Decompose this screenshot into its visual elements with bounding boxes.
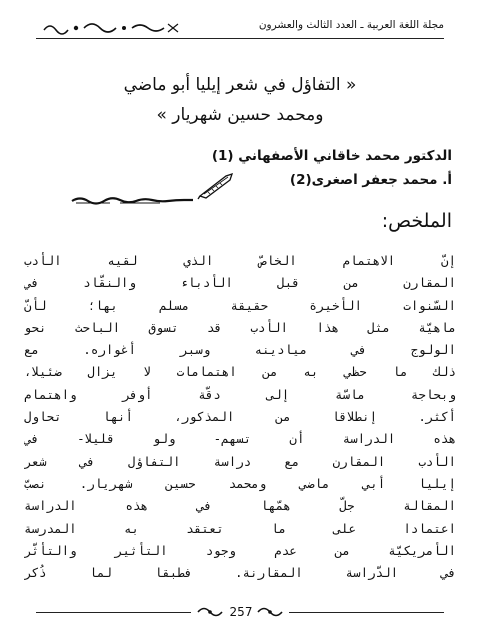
author-2: أ. محمد جعفر اصغرى(2): [289, 172, 452, 188]
body-line: إيليا أبي ماضي ومحمد حسين شهريار. نصبّ: [24, 475, 456, 491]
abstract-body: [24, 250, 456, 584]
body-line: وبحاجة ماسّة إلى دقّة أوفر واهتمام: [24, 386, 456, 402]
body-line: في الدّراسة المقارنة. فطبقا لما ذُكر: [24, 565, 456, 581]
article-title: [40, 70, 440, 130]
footer-rule-right: [289, 612, 444, 613]
title-line-2: ومحمد حسين شهريار »: [156, 105, 324, 125]
body-line: السّنوات الأخيرة حقيقة مسلم بها؛ لأنّ: [24, 297, 456, 313]
title-line-1: « التفاؤل في شعر إيليا أبو ماضي: [123, 75, 357, 95]
body-line: ذلك ما حظي به من اهتمامات لا يزال ضئيلا،: [24, 364, 456, 380]
body-line: المقالة جلّ همّها في هذه الدراسة: [24, 498, 456, 514]
body-line: الأمريكيّة من عدم وجود التأثير والتأثّر: [24, 542, 456, 558]
author-1: الدكتور محمد خاقاني الأصفهاني (1): [211, 148, 452, 164]
abstract-heading: الملخص:: [381, 210, 452, 232]
body-line: الولوج في ميادينه وسبر أغواره. مع: [24, 342, 456, 358]
body-line: ماهيّة مثل هذا الأدب قد تسوق الباحث نحو: [24, 319, 456, 335]
footer-rule-left: [36, 612, 191, 613]
body-line: المقارن من قبل الأدباء والنقّاد في: [24, 275, 456, 291]
body-line: إنّ الاهتمام الخاصّ الذي لقيه الأدب: [24, 253, 456, 268]
journal-title: مجلة اللغة العربية ـ العدد الثالث والعشرون: [258, 19, 444, 31]
footer-ornament-left: [196, 603, 224, 619]
quill-pen-icon: [196, 170, 236, 200]
body-line: هذه الدراسة أن تسهم- ولو قليلا- في: [24, 431, 456, 447]
body-line: اعتمادا على ما تعتقد به المدرسة: [24, 520, 456, 536]
header-ornament: [36, 18, 186, 36]
body-line: الأدب المقارن مع دراسة التفاؤل في شعر: [24, 453, 456, 469]
header-rule: [36, 38, 444, 39]
decorative-squiggle: [70, 194, 195, 206]
footer-ornament-right: [256, 603, 284, 619]
page-number: 257: [229, 605, 253, 619]
page-footer: [36, 602, 444, 622]
body-line: أكثر. إنطلاقا من المذكور، أنها تحاول: [24, 409, 456, 425]
page-header: [36, 18, 444, 36]
